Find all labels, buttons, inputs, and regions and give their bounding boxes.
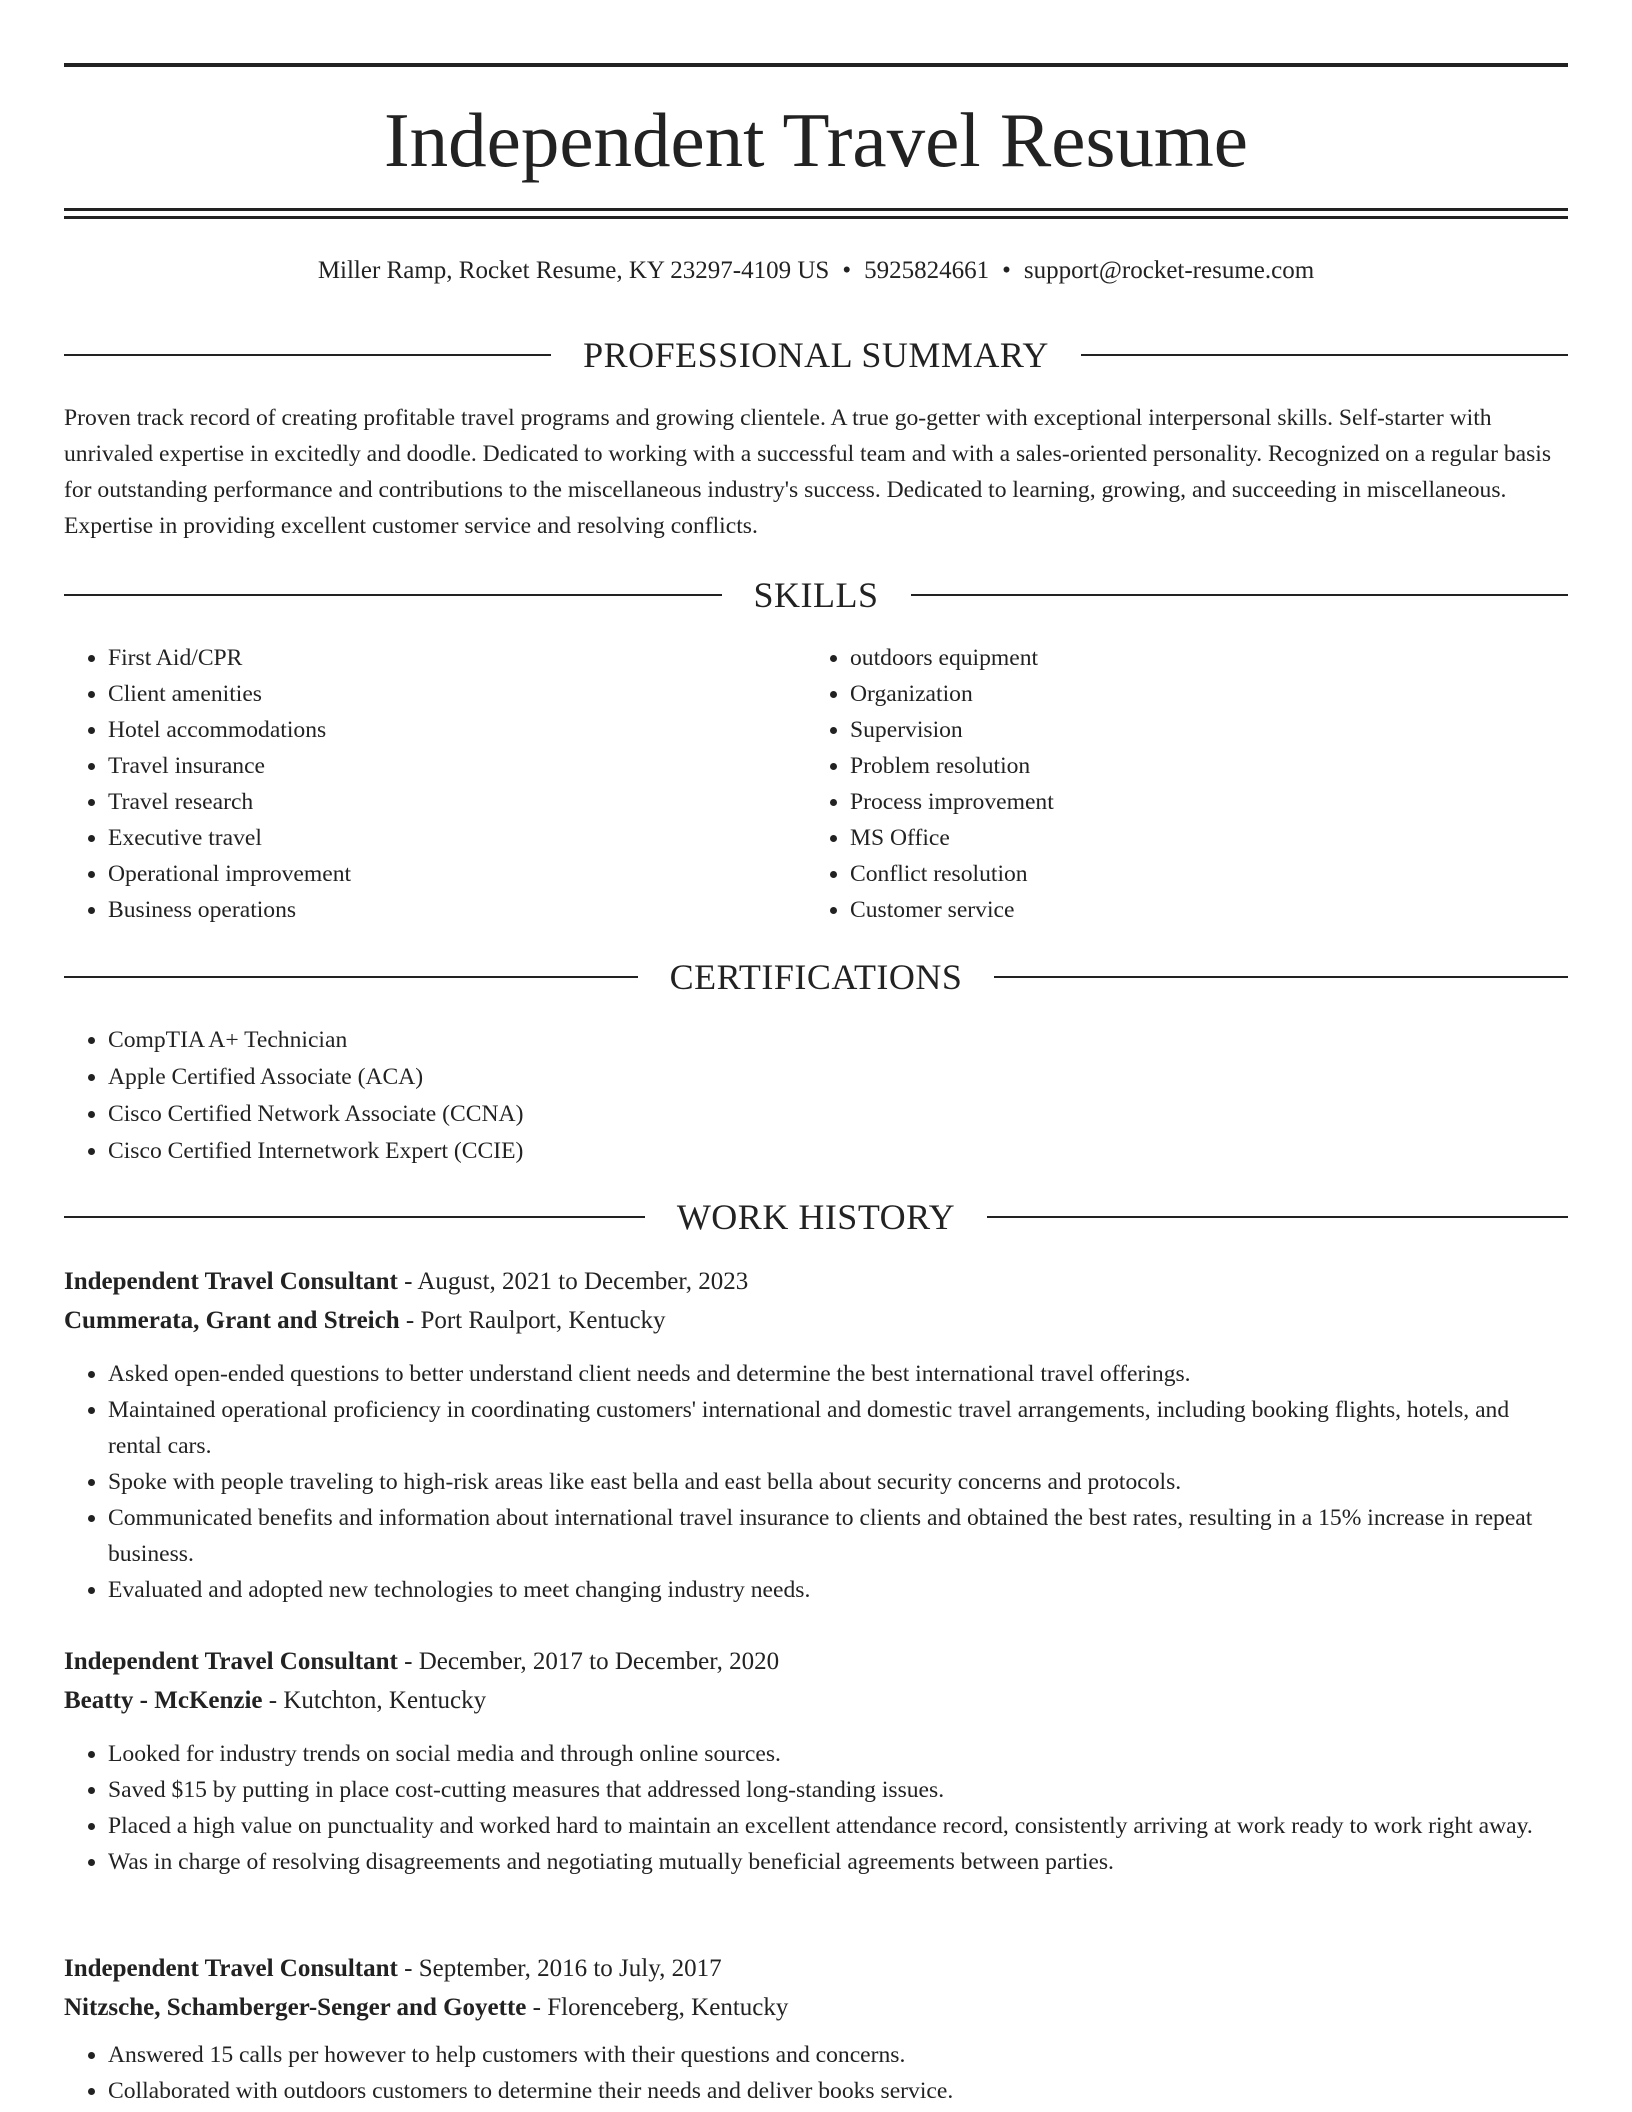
job-duty-item: • Looked for industry trends on social media and through online sources. <box>108 1736 1568 1772</box>
skill-item: • Organization <box>850 676 1546 712</box>
section-heading-work-history <box>64 1195 1568 1239</box>
job-duty-item: • Collaborated with outdoors customers to determine their needs and deliver books service. <box>108 2073 1568 2109</box>
job-title-line <box>64 1262 1568 1301</box>
skills-list <box>64 640 804 928</box>
heading-rule <box>1081 354 1568 356</box>
section-title: SKILLS <box>753 575 879 615</box>
job-location: Port Raulport, Kentucky <box>420 1307 666 1334</box>
heading-rule <box>64 594 722 596</box>
job-duty-item: • Answered 15 calls per however to help customers with their questions and concerns. <box>108 2037 1568 2073</box>
certification-item: • Cisco Certified Network Associate (CCNA) <box>108 1096 1568 1133</box>
certifications-list <box>64 1022 1568 1170</box>
job-duties-list <box>64 1736 1568 1880</box>
skill-item: • MS Office <box>850 820 1546 856</box>
skills-column-right <box>806 640 1546 928</box>
skill-item: • Executive travel <box>108 820 804 856</box>
contact-line <box>64 254 1568 288</box>
skills-list <box>806 640 1546 928</box>
skills-column-left <box>64 640 804 928</box>
job-dates: December, 2017 to December, 2020 <box>418 1648 780 1675</box>
contact-email: support@rocket-resume.com <box>1023 257 1315 284</box>
resume-title: Independent Travel Resume <box>384 97 1248 183</box>
job-duty-item: • Saved $15 by putting in place cost-cutting measures that addressed long-standing issues. <box>108 1772 1568 1808</box>
contact-address: Miller Ramp, Rocket Resume, KY 23297-4109 US <box>317 257 830 284</box>
job-duty-item: • Maintained operational proficiency in coordinating customers' international and domestic travel arrangements, including booking flights, hotels, and rental cars. <box>108 1392 1568 1464</box>
job-entry <box>64 1949 1568 2109</box>
job-dates: August, 2021 to December, 2023 <box>417 1268 749 1295</box>
summary-text: Proven track record of creating profitable travel programs and growing clientele. A true go-getter with exceptional interpersonal skills. Self-starter with unrivaled expertise in excitedly and doodle. Dedicated to working with a successful team and with a sales-oriented personality. Recognized on a regular basis for outstanding performance and contributions to the miscellaneous industry's success. Dedicated to learning, growing, and succeeding in miscellaneous. Expertise in providing excellent customer service and resolving conflicts. <box>64 405 1552 539</box>
skill-item: • Problem resolution <box>850 748 1546 784</box>
skill-item: • outdoors equipment <box>850 640 1546 676</box>
heading-rule <box>64 976 638 978</box>
heading-rule <box>64 1216 645 1218</box>
skill-item: • First Aid/CPR <box>108 640 804 676</box>
dash: - <box>526 1994 548 2021</box>
contact-phone: 5925824661 <box>864 257 990 284</box>
skill-item: • Client amenities <box>108 676 804 712</box>
section-heading-certifications <box>64 955 1568 999</box>
dash: - <box>397 1648 419 1675</box>
skill-item: • Process improvement <box>850 784 1546 820</box>
certifications-block <box>64 1022 1568 1170</box>
job-duties-list <box>64 2037 1568 2109</box>
header-double-rule-upper <box>64 208 1568 211</box>
job-company-line <box>64 1988 1568 2027</box>
dash: - <box>397 1955 419 1982</box>
header-double-rule-lower <box>64 216 1568 219</box>
job-duty-item: • Was in charge of resolving disagreements and negotiating mutually beneficial agreements between parties. <box>108 1844 1568 1880</box>
dash: - <box>399 1307 421 1334</box>
job-title: Independent Travel Consultant <box>64 1955 398 1982</box>
job-dates: September, 2016 to July, 2017 <box>418 1955 722 1982</box>
job-company: Cummerata, Grant and Streich <box>64 1307 400 1334</box>
job-title: Independent Travel Consultant <box>64 1268 398 1295</box>
job-title-line <box>64 1949 1568 1988</box>
job-duties-list <box>64 1356 1568 1608</box>
section-title: CERTIFICATIONS <box>669 957 963 997</box>
skill-item: • Operational improvement <box>108 856 804 892</box>
certification-item: • Apple Certified Associate (ACA) <box>108 1059 1568 1096</box>
certification-item: • Cisco Certified Internetwork Expert (CCIE) <box>108 1133 1568 1170</box>
job-entry <box>64 1642 1568 1880</box>
heading-rule <box>994 976 1568 978</box>
skill-item: • Supervision <box>850 712 1546 748</box>
skill-item: • Travel insurance <box>108 748 804 784</box>
certification-item: • CompTIA A+ Technician <box>108 1022 1568 1059</box>
contact-separator: • <box>1002 257 1011 284</box>
skill-item: • Conflict resolution <box>850 856 1546 892</box>
skill-item: • Business operations <box>108 892 804 928</box>
job-company: Beatty - McKenzie <box>64 1687 263 1714</box>
skill-item: • Travel research <box>108 784 804 820</box>
contact-separator: • <box>842 257 852 284</box>
heading-rule <box>911 594 1569 596</box>
section-title: WORK HISTORY <box>676 1197 956 1237</box>
job-duty-item: • Spoke with people traveling to high-risk areas like east bella and east bella about security concerns and protocols. <box>108 1464 1568 1500</box>
job-duty-item: • Communicated benefits and information about international travel insurance to clients and obtained the best rates, resulting in a 15% increase in repeat business. <box>108 1500 1568 1572</box>
job-entry <box>64 1262 1568 1608</box>
job-title: Independent Travel Consultant <box>64 1648 398 1675</box>
job-duty-item: • Asked open-ended questions to better understand client needs and determine the best international travel offerings. <box>108 1356 1568 1392</box>
job-company-line <box>64 1301 1568 1340</box>
header-top-rule <box>64 63 1568 67</box>
job-location: Kutchton, Kentucky <box>283 1687 487 1714</box>
job-title-line <box>64 1642 1568 1681</box>
job-location: Florenceberg, Kentucky <box>547 1994 789 2021</box>
dash: - <box>262 1687 284 1714</box>
job-company: Nitzsche, Schamberger-Senger and Goyette <box>64 1994 527 2021</box>
skill-item: • Customer service <box>850 892 1546 928</box>
skill-item: • Hotel accommodations <box>108 712 804 748</box>
section-heading-summary <box>64 333 1568 377</box>
section-title: PROFESSIONAL SUMMARY <box>583 335 1049 375</box>
heading-rule <box>64 354 551 356</box>
heading-rule <box>987 1216 1568 1218</box>
job-duty-item: • Placed a high value on punctuality and worked hard to maintain an excellent attendance record, consistently arriving at work ready to work right away. <box>108 1808 1568 1844</box>
job-duty-item: • Evaluated and adopted new technologies to meet changing industry needs. <box>108 1572 1568 1608</box>
section-heading-skills <box>64 573 1568 617</box>
dash: - <box>397 1268 418 1295</box>
job-company-line <box>64 1681 1568 1720</box>
